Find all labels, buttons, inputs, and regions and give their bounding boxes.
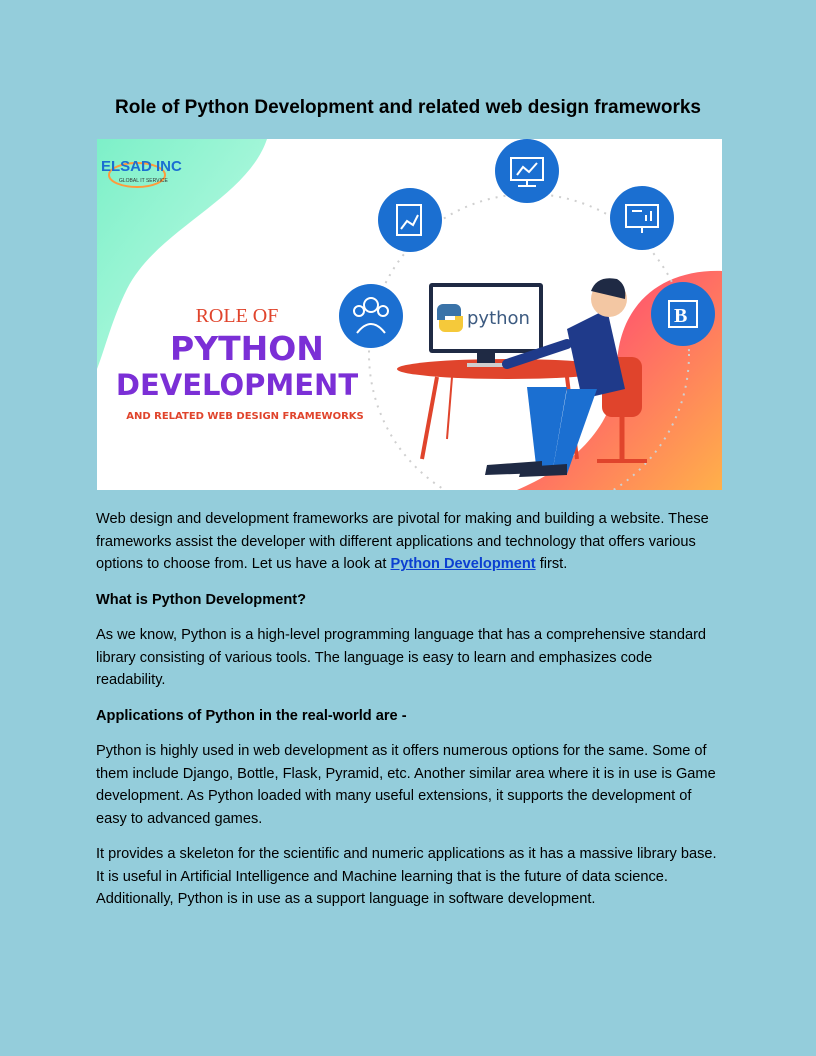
intro-paragraph: Web design and development frameworks are pivotal for making and building a website. These frameworks assist the developer with different applications and technology that offers various options to choose from. Let us have a look at Python Development first. <box>96 511 709 572</box>
paragraph-scientific: It provides a skeleton for the scientific and numeric applications as it has a massive library base. It is useful in Artificial Intelligence and Machine learning that is the future of data science. Additionally, Python is in use as a support language in software development. <box>96 846 717 907</box>
hero-banner-image <box>97 139 722 490</box>
dashboard-icon <box>610 186 674 250</box>
section-heading-applications: Applications of Python in the real-world are - <box>96 707 407 724</box>
monitor-chart-icon <box>495 139 559 203</box>
logo-tagline: GLOBAL IT SERVICE <box>119 178 168 184</box>
paragraph-applications: Python is highly used in web development as it offers numerous options for the same. Some of them include Django, Bottle, Flask, Pyramid, etc. Another similar area where it is in use is Game development. As Python loaded with many useful extensions, it supports the development of easy to advanced games. <box>96 743 716 827</box>
svg-text:B: B <box>674 305 688 327</box>
logo-name: ELSAD INC <box>101 158 182 175</box>
monitor-python-text: python <box>467 308 530 329</box>
article-body <box>96 508 721 924</box>
banner-line2: PYTHON <box>170 329 324 368</box>
banner-line1: ROLE OF <box>195 305 279 327</box>
design-tool-icon <box>651 282 715 346</box>
section-heading-what-is: What is Python Development? <box>96 591 307 608</box>
banner-line4: AND RELATED WEB DESIGN FRAMEWORKS <box>126 411 364 422</box>
banner-line3: DEVELOPMENT <box>115 368 359 402</box>
team-icon <box>339 284 403 348</box>
page-title: Role of Python Development and related web design frameworks <box>115 97 701 118</box>
python-development-link[interactable]: Python Development <box>390 556 536 572</box>
paragraph-what-is: As we know, Python is a high-level programming language that has a comprehensive standard library consisting of various tools. The language is easy to learn and emphasizes code readability. <box>96 627 707 688</box>
report-icon <box>378 188 442 252</box>
